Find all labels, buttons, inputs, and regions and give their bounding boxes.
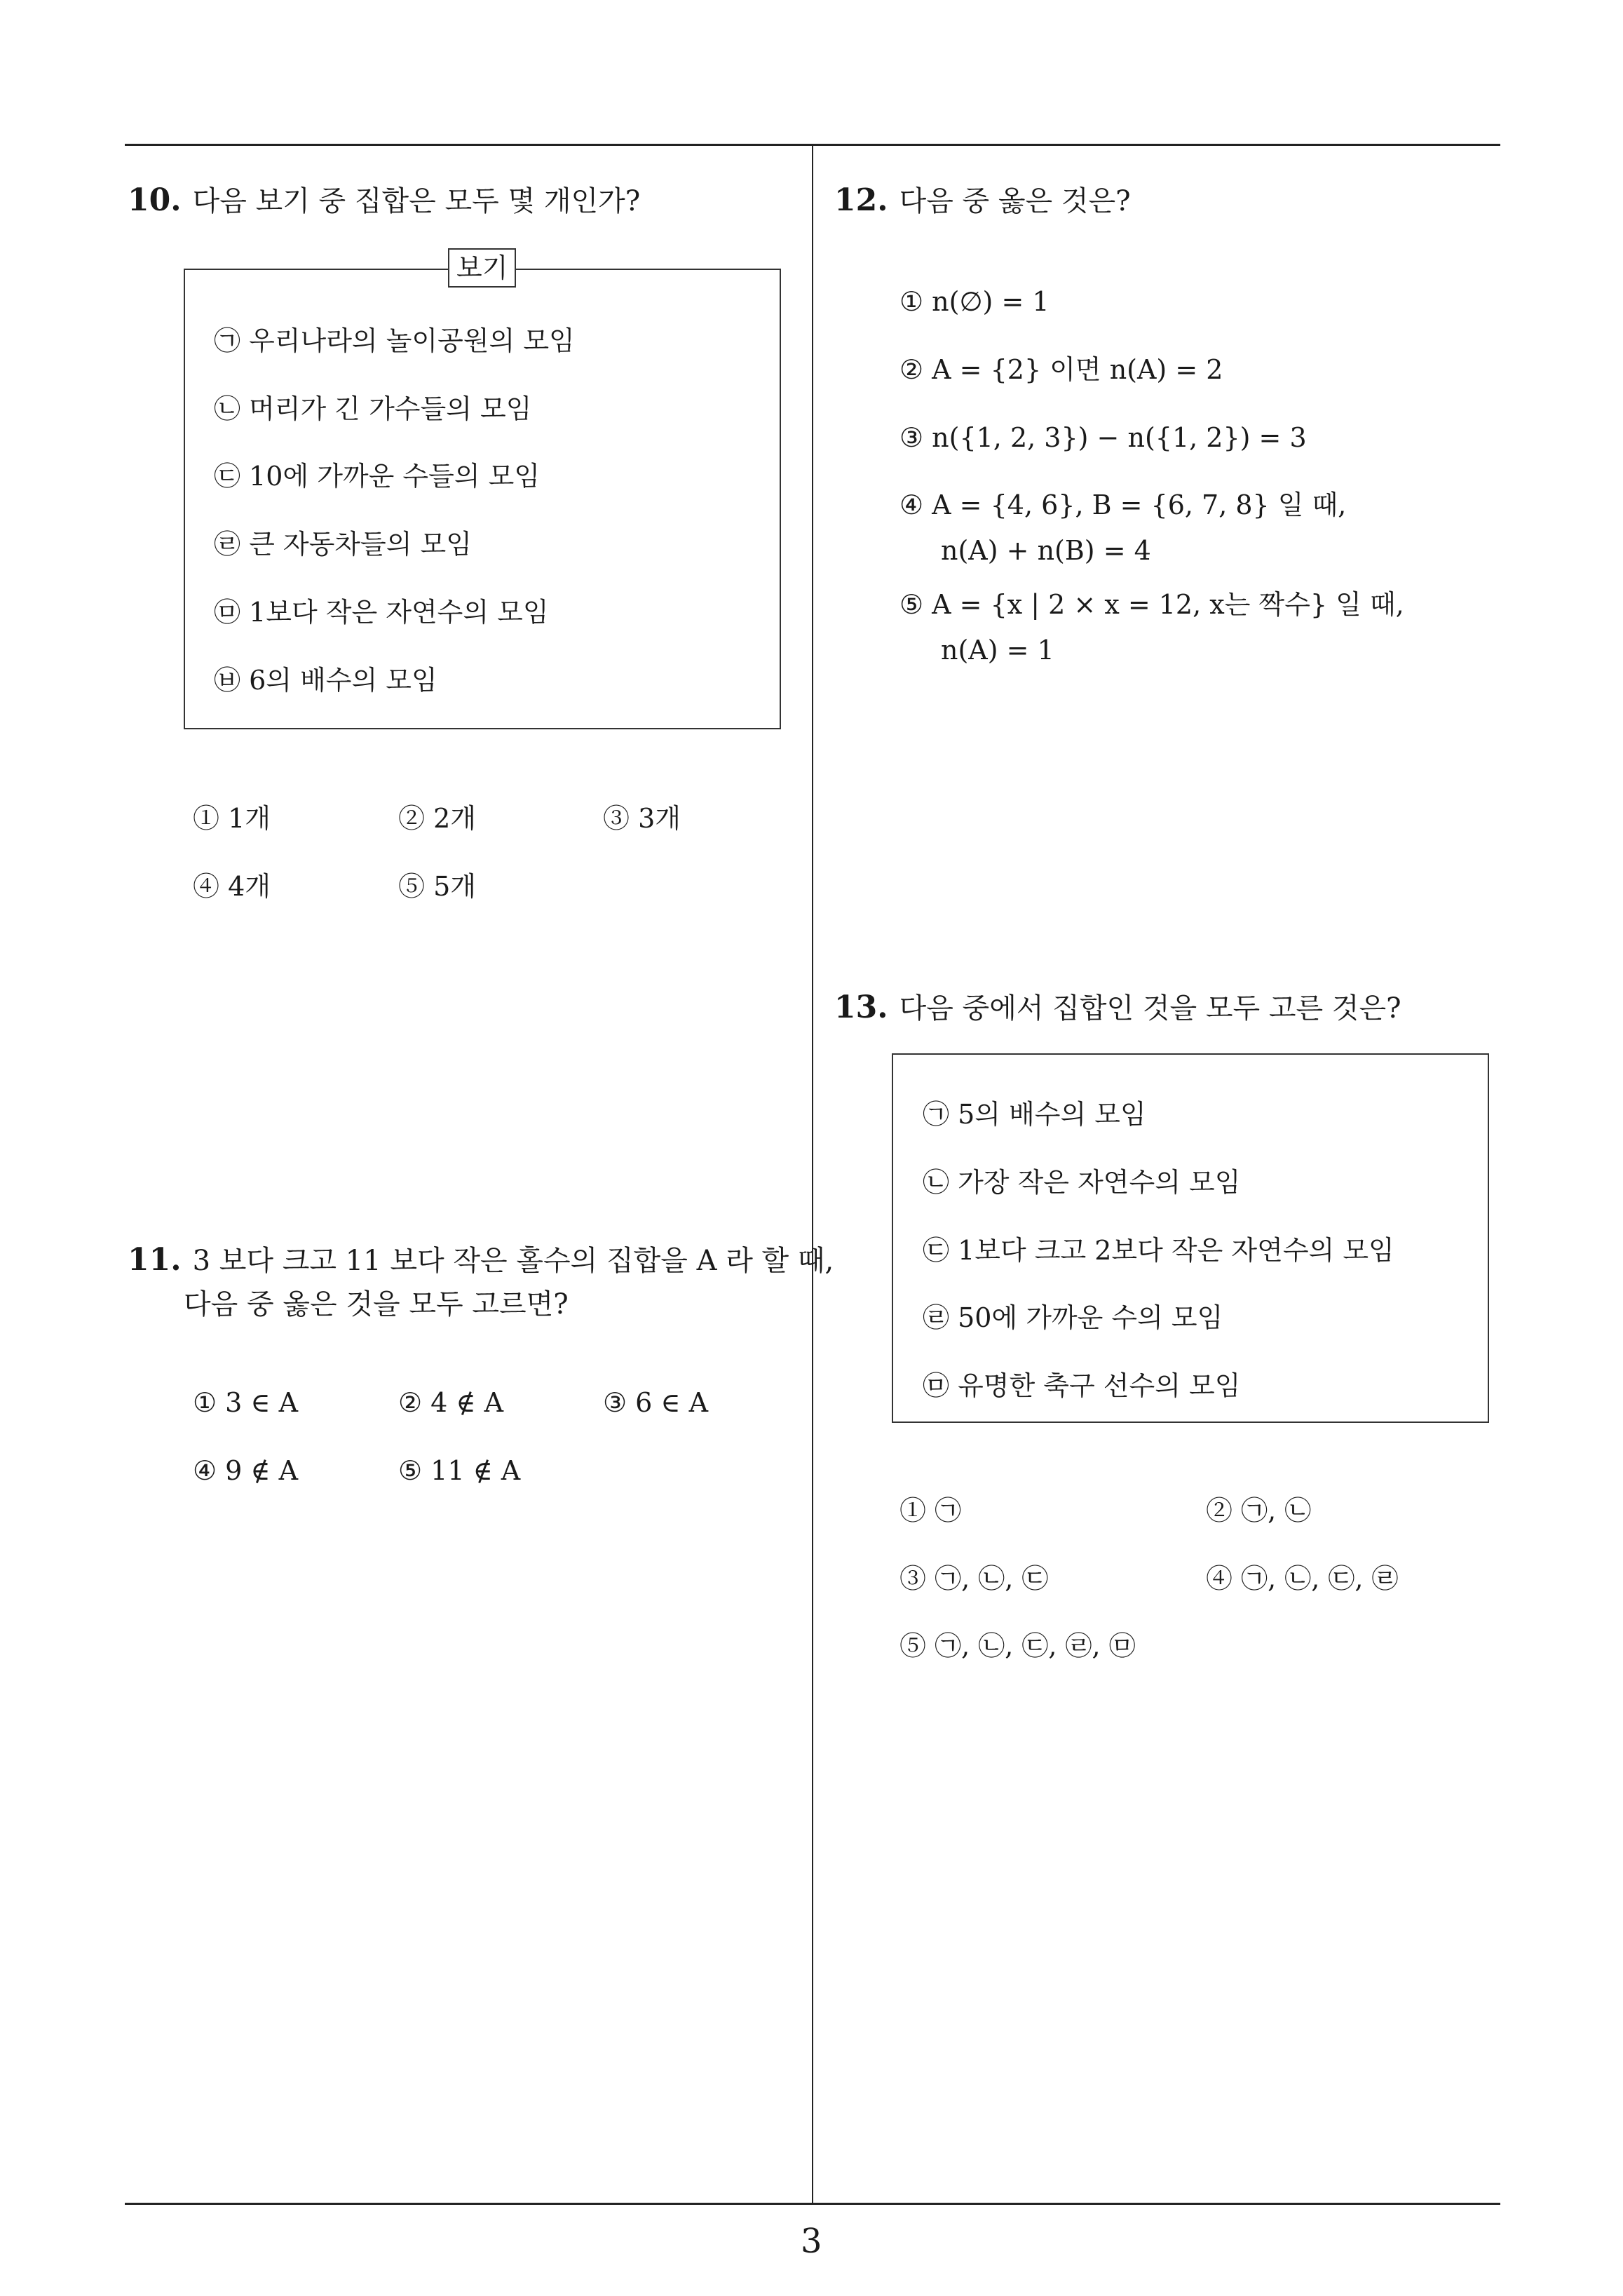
answer-choice-1[interactable]: ① ㉠ bbox=[899, 1495, 962, 1526]
column-divider bbox=[812, 144, 813, 2204]
answer-choice-5[interactable]: ⑤ A = {x | 2 × x = 12, x는 짝수} 일 때, bbox=[899, 589, 1404, 620]
question-11 bbox=[128, 1238, 834, 1283]
answer-choice-4[interactable]: ④ 4개 bbox=[193, 871, 271, 902]
example-item: ㉠ 우리나라의 놀이공원의 모임 bbox=[214, 325, 575, 356]
question-text: 3 보다 크고 11 보다 작은 홀수의 집합을 A 라 할 때, bbox=[192, 1245, 834, 1277]
question-number: 11. bbox=[128, 1242, 182, 1278]
question-text: 다음 중 옳은 것은? bbox=[899, 185, 1131, 217]
condition-item: ㉠ 5의 배수의 모임 bbox=[923, 1099, 1146, 1130]
question-11-line2: 다음 중 옳은 것을 모두 고르면? bbox=[184, 1288, 569, 1321]
question-12 bbox=[834, 178, 1131, 224]
answer-choice-2[interactable]: ② ㉠, ㉡ bbox=[1206, 1495, 1312, 1526]
answer-choice-4-cont: n(A) + n(B) = 4 bbox=[941, 535, 1151, 566]
example-item: ㉣ 큰 자동차들의 모임 bbox=[214, 529, 472, 560]
answer-choice-2[interactable]: ② 2개 bbox=[398, 803, 476, 834]
condition-item: ㉢ 1보다 크고 2보다 작은 자연수의 모임 bbox=[923, 1235, 1394, 1266]
question-text: 다음 보기 중 집합은 모두 몇 개인가? bbox=[192, 185, 641, 217]
answer-choice-2[interactable]: ② A = {2} 이면 n(A) = 2 bbox=[899, 354, 1223, 385]
answer-choice-4[interactable]: ④ A = {4, 6}, B = {6, 7, 8} 일 때, bbox=[899, 489, 1347, 520]
question-number: 12. bbox=[834, 182, 888, 218]
answer-choice-3[interactable]: ③ n({1, 2, 3}) − n({1, 2}) = 3 bbox=[899, 422, 1307, 453]
answer-choice-3[interactable]: ③ ㉠, ㉡, ㉢ bbox=[899, 1563, 1049, 1594]
example-box-title: 보기 bbox=[448, 248, 516, 288]
answer-choice-3[interactable]: ③ 3개 bbox=[603, 803, 681, 834]
page-number: 3 bbox=[801, 2222, 822, 2261]
example-item: ㉢ 10에 가까운 수들의 모임 bbox=[214, 461, 541, 492]
question-number: 10. bbox=[128, 182, 182, 218]
answer-choice-5[interactable]: ⑤ 11 ∉ A bbox=[398, 1455, 521, 1486]
question-text: 다음 중에서 집합인 것을 모두 고른 것은? bbox=[899, 992, 1401, 1025]
example-item: ㉡ 머리가 긴 가수들의 모임 bbox=[214, 393, 532, 424]
condition-item: ㉡ 가장 작은 자연수의 모임 bbox=[923, 1167, 1241, 1198]
answer-choice-1[interactable]: ① 1개 bbox=[193, 803, 271, 834]
answer-choice-3[interactable]: ③ 6 ∈ A bbox=[603, 1387, 709, 1418]
example-item: ㉥ 6의 배수의 모임 bbox=[214, 665, 437, 696]
condition-item: ㉤ 유명한 축구 선수의 모임 bbox=[923, 1370, 1241, 1401]
answer-choice-1[interactable]: ① 3 ∈ A bbox=[193, 1387, 299, 1418]
question-13 bbox=[834, 985, 1401, 1031]
example-item: ㉤ 1보다 작은 자연수의 모임 bbox=[214, 597, 549, 628]
answer-choice-2[interactable]: ② 4 ∉ A bbox=[398, 1387, 504, 1418]
answer-choice-5[interactable]: ⑤ ㉠, ㉡, ㉢, ㉣, ㉤ bbox=[899, 1630, 1136, 1661]
answer-choice-1[interactable]: ① n(∅) = 1 bbox=[899, 286, 1050, 317]
answer-choice-4[interactable]: ④ ㉠, ㉡, ㉢, ㉣ bbox=[1206, 1563, 1399, 1594]
answer-choice-4[interactable]: ④ 9 ∉ A bbox=[193, 1455, 299, 1486]
bottom-rule bbox=[125, 2203, 1500, 2205]
answer-choice-5-cont: n(A) = 1 bbox=[941, 635, 1054, 666]
question-number: 13. bbox=[834, 990, 888, 1025]
answer-choice-5[interactable]: ⑤ 5개 bbox=[398, 871, 476, 902]
condition-item: ㉣ 50에 가까운 수의 모임 bbox=[923, 1302, 1223, 1333]
question-10 bbox=[128, 178, 640, 224]
